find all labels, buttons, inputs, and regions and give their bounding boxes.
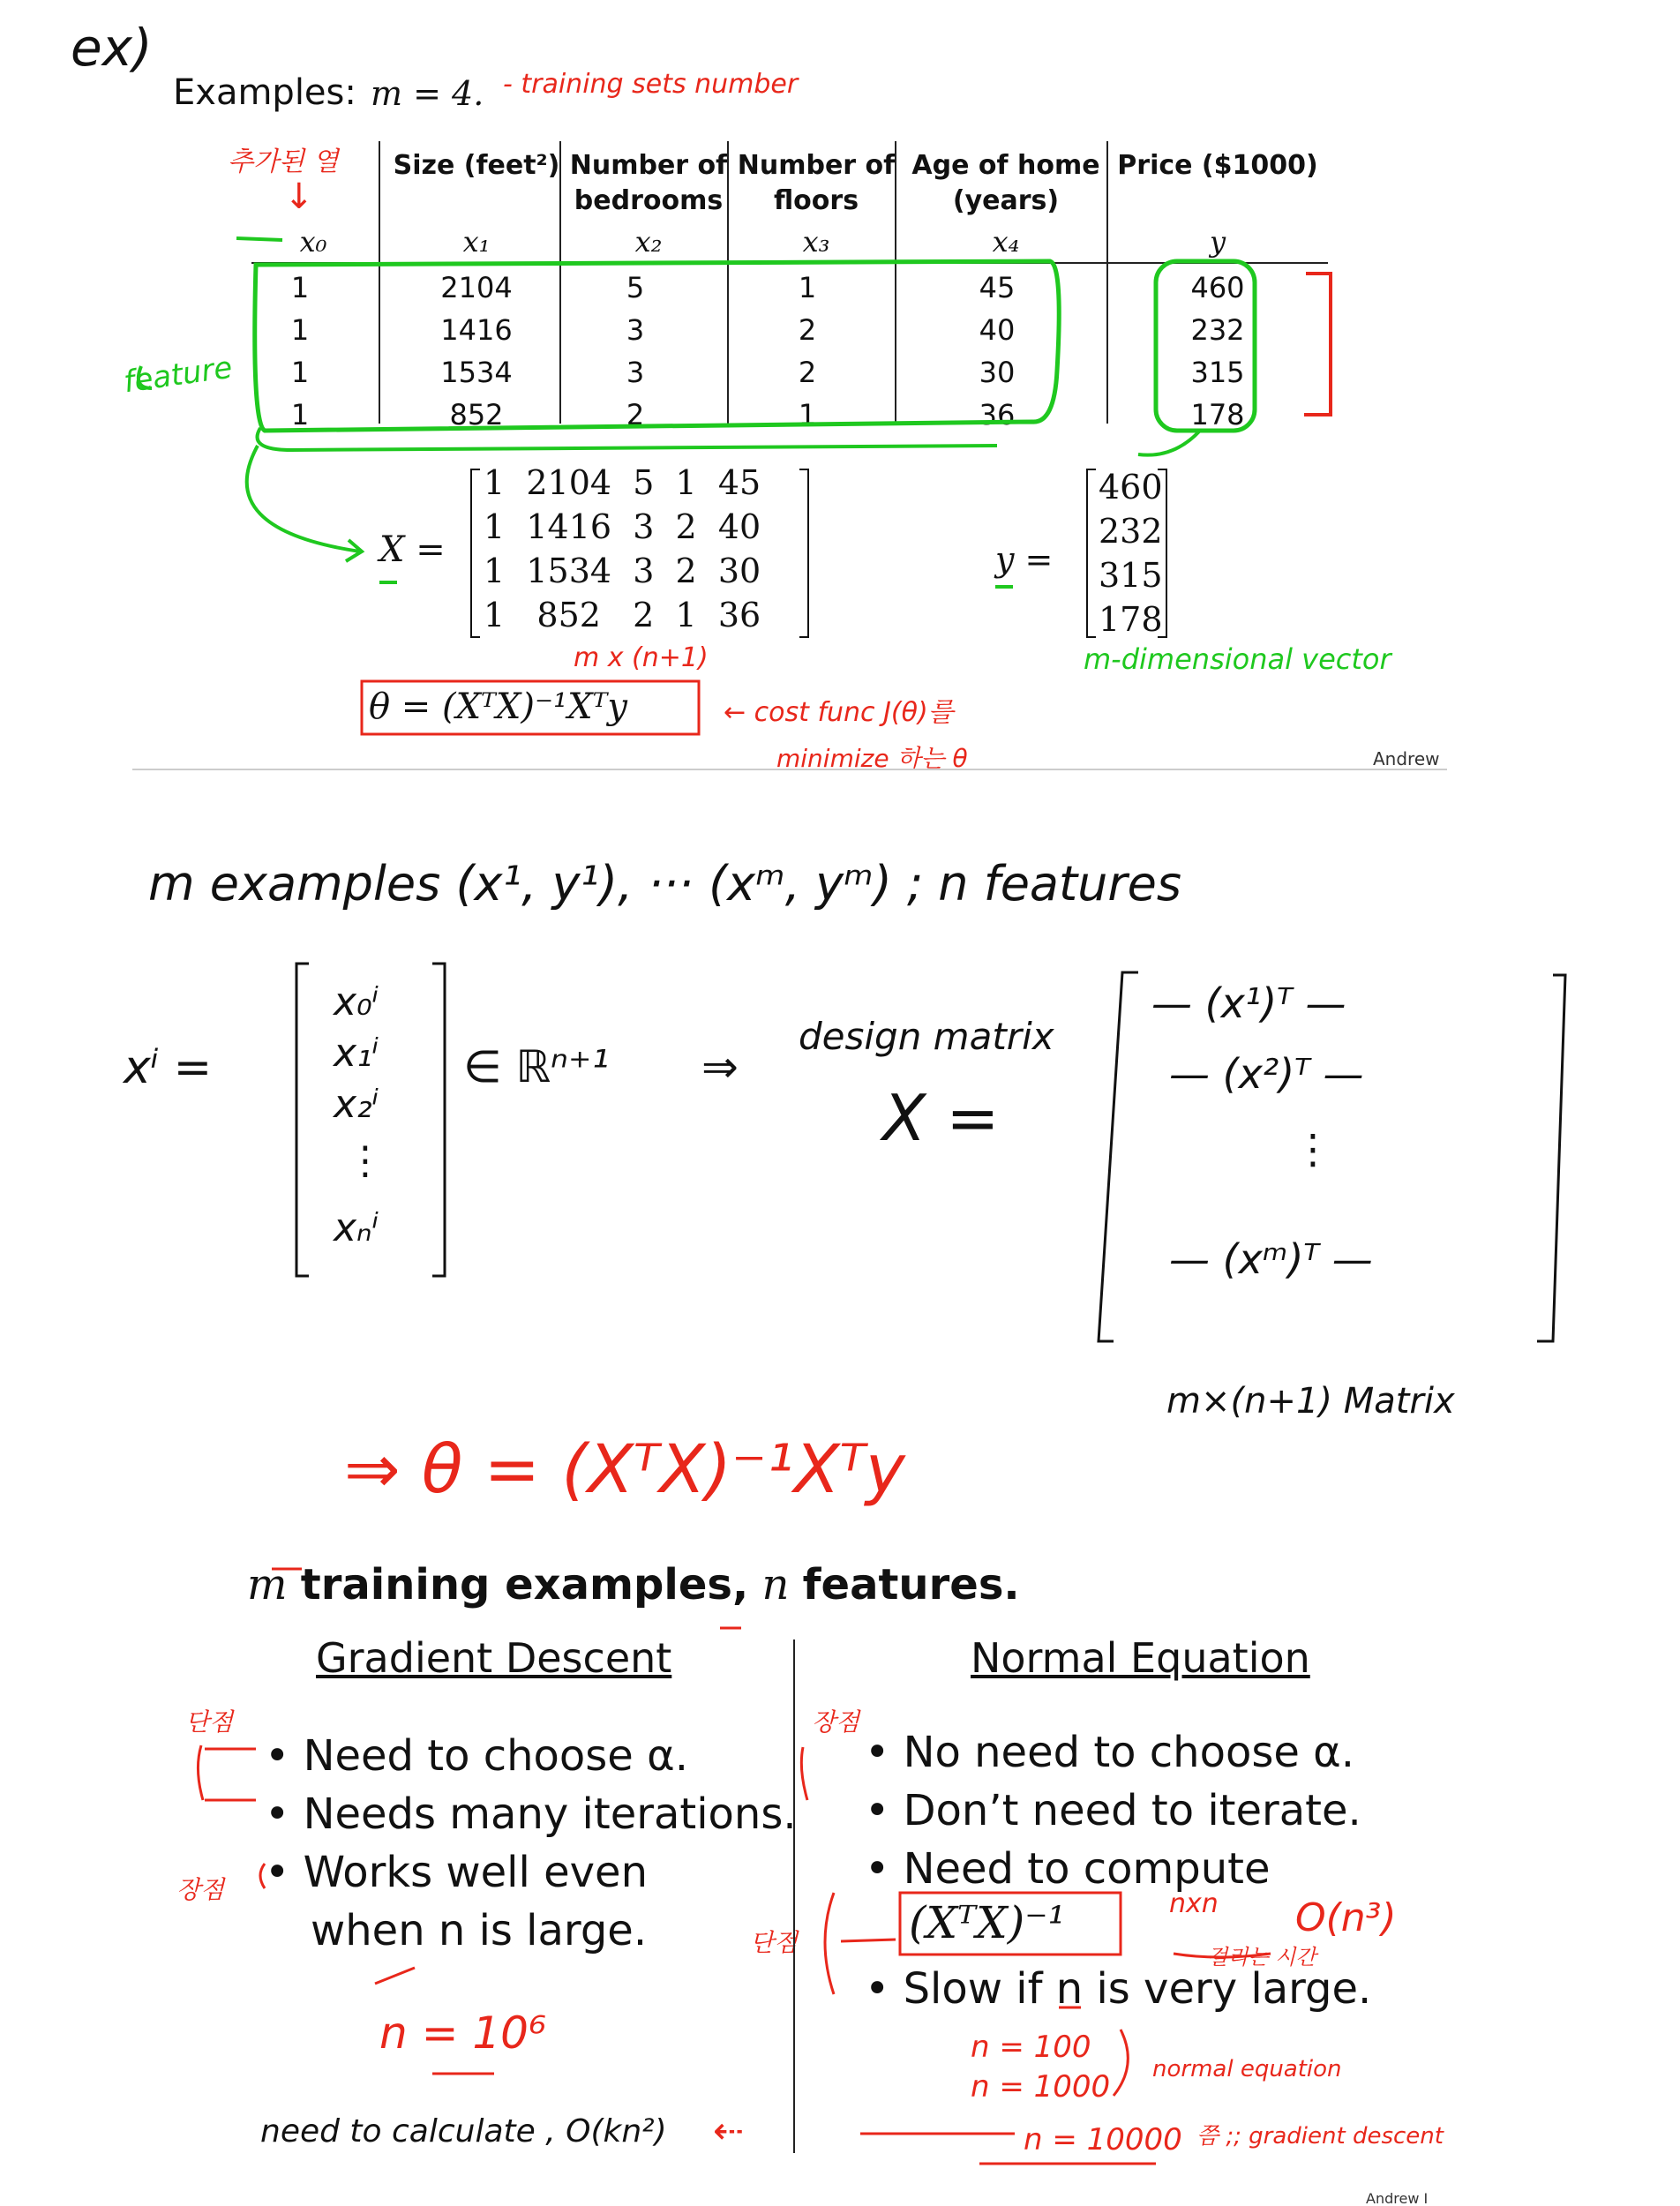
examples-note: - training sets number (503, 69, 799, 100)
ne-formula: (XᵀX)⁻¹ (909, 1897, 1066, 1948)
hw-xi-entry: x₁ⁱ (334, 1031, 379, 1076)
andrew-label-2: Andrew I (1366, 2190, 1429, 2206)
ne-n-example: n = 10000 (1024, 2122, 1182, 2157)
ne-n-example: n = 1000 (971, 2069, 1111, 2105)
ne-complexity: O(n³) (1295, 1895, 1397, 1940)
theta-box (362, 681, 699, 734)
ne-pros-note: 장점 (812, 1707, 860, 1737)
hw-design: design matrix (799, 1015, 1054, 1058)
var-x1: x₁ (462, 225, 491, 259)
table-cell: 2 (798, 313, 817, 347)
vector-y-label: y = (995, 540, 1054, 579)
table-cell: 2104 (440, 271, 513, 304)
var-x3: x₃ (802, 225, 830, 259)
table-cell: 315 (1190, 356, 1245, 389)
hw-xi-entry: xₙⁱ (334, 1205, 379, 1250)
gd-bullet: • Need to choose α. (265, 1731, 688, 1781)
table-cell: 1 (290, 313, 310, 347)
matrix-x-dim: m x (n+1) (574, 642, 709, 673)
table-cell: 3 (626, 313, 645, 347)
table-cell: 1416 (440, 313, 513, 347)
ne-complexity-note: 걸리는 시간 (1207, 1945, 1316, 1970)
table-cell: 1 (798, 398, 817, 431)
header-bedrooms: Number of bedrooms (569, 150, 728, 216)
theta-formula: θ = (XᵀX)⁻¹Xᵀy (369, 687, 628, 727)
header-size: Size (feet²) (393, 150, 560, 181)
hw-design-row: ⋮ (1293, 1125, 1333, 1173)
table-cell: 852 (449, 398, 504, 431)
matrix-x-label: X = (379, 529, 446, 570)
ne-bullet: • Don’t need to iterate. (865, 1786, 1361, 1835)
andrew-label-1: Andrew (1373, 748, 1440, 769)
ne-n-note2: 쯤 ;; gradient descent (1196, 2123, 1444, 2150)
hw-design-row: — (x¹)ᵀ — (1151, 979, 1346, 1027)
ne-n-note: normal equation (1152, 2056, 1342, 2082)
table-cell: 232 (1190, 313, 1245, 347)
header-floors: Number of floors (737, 150, 896, 216)
table-grid (251, 141, 1328, 424)
table-cell: 36 (979, 398, 1016, 431)
top-note: ex) (71, 18, 153, 78)
down-arrow-icon: ↓ (284, 176, 314, 217)
matrix-x-row: 1 852 2 1 36 (484, 596, 761, 634)
gd-calc-note: need to calculate , O(kn²) (260, 2113, 667, 2150)
vector-y-row: 315 (1099, 556, 1163, 595)
hw-design-row: — (xᵐ)ᵀ — (1169, 1235, 1373, 1283)
hw-x-eq: X = (882, 1081, 1000, 1155)
examples-label: Examples: (173, 72, 356, 113)
hw-design-row: — (x²)ᵀ — (1169, 1050, 1364, 1098)
hw-xi-label: xⁱ = (124, 1041, 213, 1094)
gd-bullet-cont: when n is large. (311, 1906, 648, 1955)
slide2-title: m training examples, n features. (247, 1560, 1020, 1609)
header-age: Age of home (years) (911, 150, 1100, 216)
hw-xi-entry: x₀ⁱ (334, 979, 379, 1024)
table-cell: 2 (626, 398, 645, 431)
ne-cons-note: 단점 (750, 1928, 799, 1957)
hw-theta: ⇒ θ = (XᵀX)⁻¹Xᵀy (344, 1429, 905, 1508)
price-highlight (1156, 261, 1255, 431)
feature-note: feature (121, 349, 235, 401)
hw-arrow: ⇒ (701, 1041, 739, 1092)
table-cell: 460 (1190, 271, 1245, 304)
table-cell: 3 (626, 356, 645, 389)
ne-n-example: n = 100 (971, 2030, 1091, 2065)
table-cell: 1 (290, 271, 310, 304)
table-cell: 178 (1190, 398, 1245, 431)
left-arrow-icon: ⇠ (713, 2109, 745, 2152)
hw-xi-entry: x₂ⁱ (334, 1082, 379, 1127)
var-x0: x₀ (299, 225, 327, 259)
hw-in-r: ∈ ℝⁿ⁺¹ (463, 1041, 610, 1092)
table-cell: 30 (979, 356, 1016, 389)
var-x4: x₄ (992, 225, 1020, 259)
table-cell: 1 (290, 356, 310, 389)
gd-bullet: • Works well even (265, 1848, 648, 1897)
table-cell: 40 (979, 313, 1016, 347)
table-cell: 1 (290, 398, 310, 431)
var-x2: x₂ (634, 225, 663, 259)
header-price: Price ($1000) (1117, 150, 1318, 181)
theta-note-line1: ← cost func J(θ)를 (724, 697, 954, 728)
hw-examples: m examples (x¹, y¹), ··· (xᵐ, yᵐ) ; n features (148, 856, 1181, 912)
table-cell: 2 (798, 356, 817, 389)
gd-pros-note: 장점 (176, 1875, 225, 1904)
ne-title: Normal Equation (971, 1634, 1310, 1682)
vector-y-row: 232 (1099, 512, 1163, 551)
gd-cons-note: 단점 (185, 1707, 234, 1737)
gd-n-example: n = 10⁶ (379, 2007, 547, 2059)
ne-bullet: • Slow if n is very large. (865, 1964, 1372, 2014)
ne-nxn: nxn (1169, 1888, 1219, 1919)
matrix-x-row: 1 1416 3 2 40 (484, 507, 761, 546)
matrix-x-row: 1 2104 5 1 45 (484, 463, 761, 502)
vector-y-row: 460 (1099, 468, 1163, 506)
table-cell: 5 (626, 271, 645, 304)
vector-y-row: 178 (1099, 600, 1163, 639)
table-cell: 45 (979, 271, 1016, 304)
gd-bullet: • Needs many iterations. (265, 1790, 797, 1839)
matrix-x-row: 1 1534 3 2 30 (484, 552, 761, 590)
table-cell: 1534 (440, 356, 513, 389)
added-column-note: 추가된 열 (228, 146, 339, 177)
hw-xi-entry: ⋮ (346, 1138, 385, 1183)
vector-y-note: m-dimensional vector (1084, 642, 1391, 676)
theta-note-line2: minimize 하는 θ (776, 744, 968, 773)
features-highlight (255, 261, 1059, 431)
hw-dim: m×(n+1) Matrix (1166, 1381, 1455, 1422)
ne-bullet: • Need to compute (865, 1844, 1271, 1894)
var-y: y (1209, 225, 1226, 259)
table-cell: 1 (798, 271, 817, 304)
examples-math: m = 4. (371, 74, 484, 113)
ne-bullet: • No need to choose α. (865, 1728, 1355, 1777)
green-arrow (247, 446, 360, 552)
gd-title: Gradient Descent (316, 1634, 672, 1682)
